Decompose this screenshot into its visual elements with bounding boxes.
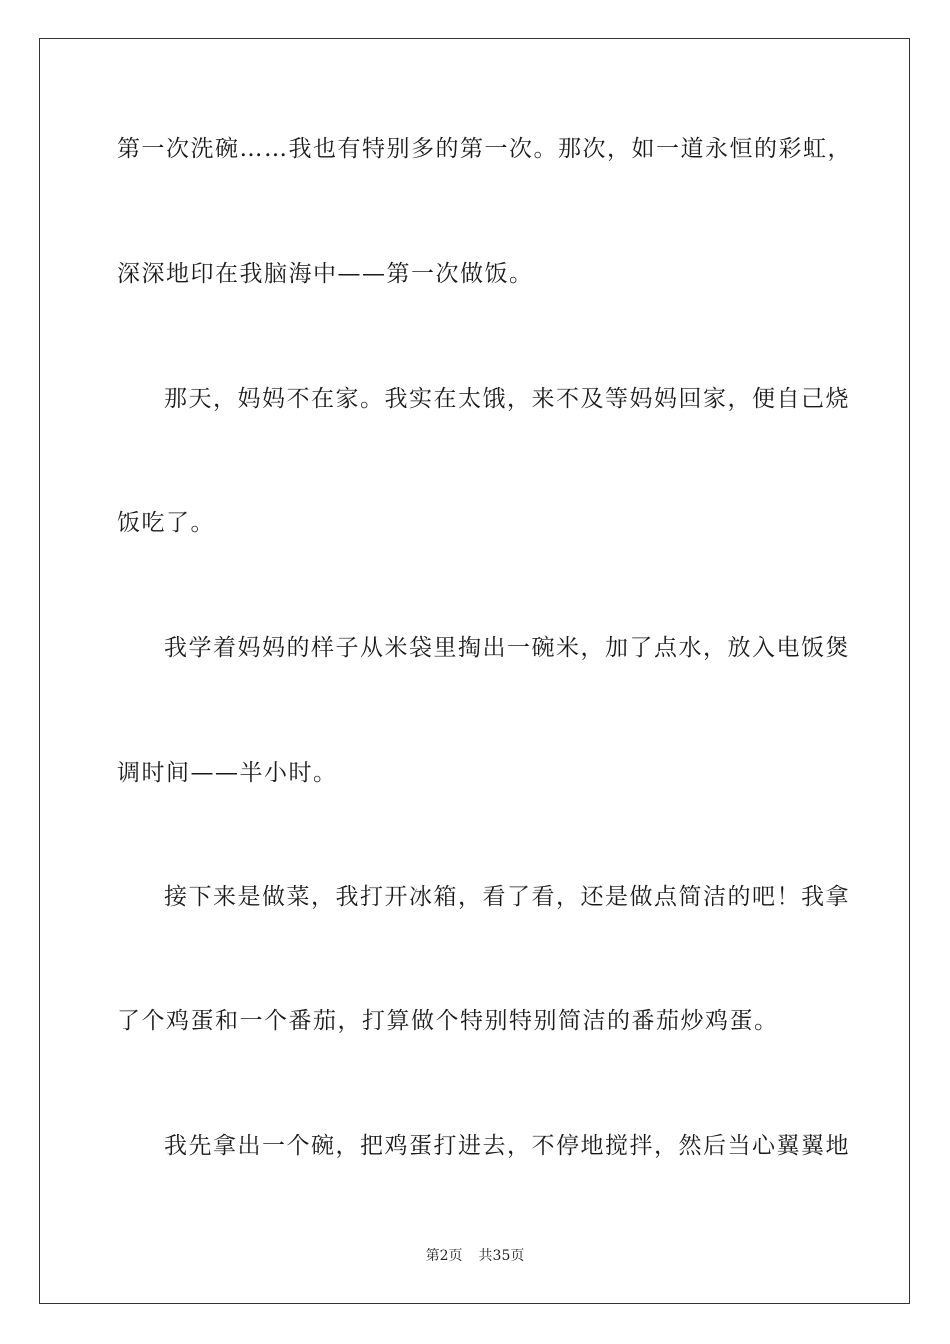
- paragraph-start-line-7: 接下来是做菜，我打开冰箱，看了看，还是做点简洁的吧！我拿: [164, 884, 850, 910]
- page-border: [39, 38, 910, 1304]
- text-line-4: 饭吃了。: [117, 510, 215, 536]
- text-line-8: 了个鸡蛋和一个番茄，打算做个特别特别简洁的番茄炒鸡蛋。: [117, 1008, 779, 1034]
- paragraph-start-line-3: 那天，妈妈不在家。我实在太饿，来不及等妈妈回家，便自己烧: [164, 386, 850, 412]
- total-pages: 共35页: [478, 1248, 525, 1264]
- text-line-1: 第一次洗碗……我也有特别多的第一次。那次，如一道永恒的彩虹，: [117, 136, 852, 162]
- page-number: 第2页: [425, 1248, 463, 1264]
- paragraph-start-line-9: 我先拿出一个碗，把鸡蛋打进去，不停地搅拌，然后当心翼翼地: [164, 1133, 850, 1159]
- page-footer: [0, 1247, 950, 1265]
- paragraph-start-line-5: 我学着妈妈的样子从米袋里掏出一碗米，加了点水，放入电饭煲: [164, 635, 850, 661]
- text-line-2: 深深地印在我脑海中——第一次做饭。: [117, 261, 534, 287]
- text-line-6: 调时间——半小时。: [117, 760, 338, 786]
